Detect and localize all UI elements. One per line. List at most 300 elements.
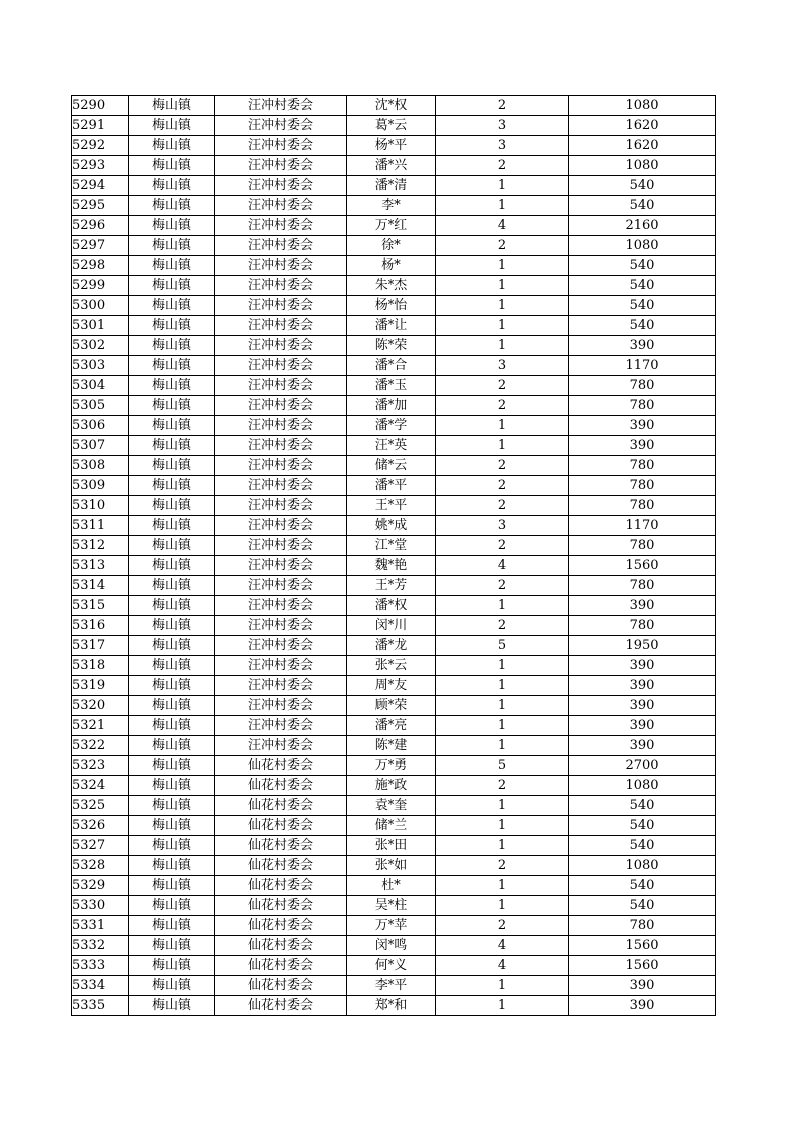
- person-name-cell: 储*兰: [347, 816, 436, 836]
- town-cell: 梅山镇: [129, 776, 215, 796]
- town-cell: 梅山镇: [129, 536, 215, 556]
- person-name-cell: 周*友: [347, 676, 436, 696]
- table-row: [72, 236, 716, 256]
- table-row: [72, 396, 716, 416]
- table-row: [72, 576, 716, 596]
- amount-cell: 540: [569, 256, 716, 276]
- amount-cell: 540: [569, 876, 716, 896]
- person-name-cell: 魏*艳: [347, 556, 436, 576]
- village-committee-cell: 仙花村委会: [215, 976, 347, 996]
- village-committee-cell: 仙花村委会: [215, 836, 347, 856]
- village-committee-cell: 汪冲村委会: [215, 316, 347, 336]
- table-row: [72, 776, 716, 796]
- table-row: [72, 476, 716, 496]
- person-name-cell: 葛*云: [347, 116, 436, 136]
- amount-cell: 1170: [569, 356, 716, 376]
- amount-cell: 540: [569, 176, 716, 196]
- town-cell: 梅山镇: [129, 716, 215, 736]
- village-committee-cell: 仙花村委会: [215, 896, 347, 916]
- town-cell: 梅山镇: [129, 856, 215, 876]
- amount-cell: 780: [569, 456, 716, 476]
- person-name-cell: 吴*柱: [347, 896, 436, 916]
- village-committee-cell: 仙花村委会: [215, 856, 347, 876]
- amount-cell: 540: [569, 836, 716, 856]
- town-cell: 梅山镇: [129, 136, 215, 156]
- amount-cell: 390: [569, 416, 716, 436]
- table-row: [72, 876, 716, 896]
- table-row: [72, 616, 716, 636]
- row-number-cell: 5296: [72, 216, 129, 236]
- town-cell: 梅山镇: [129, 916, 215, 936]
- village-committee-cell: 汪冲村委会: [215, 636, 347, 656]
- village-committee-cell: 仙花村委会: [215, 996, 347, 1016]
- town-cell: 梅山镇: [129, 436, 215, 456]
- household-count-cell: 5: [436, 636, 569, 656]
- household-count-cell: 2: [436, 236, 569, 256]
- row-number-cell: 5298: [72, 256, 129, 276]
- town-cell: 梅山镇: [129, 276, 215, 296]
- table-row: [72, 816, 716, 836]
- row-number-cell: 5315: [72, 596, 129, 616]
- household-count-cell: 1: [436, 436, 569, 456]
- village-committee-cell: 汪冲村委会: [215, 476, 347, 496]
- household-count-cell: 1: [436, 876, 569, 896]
- town-cell: 梅山镇: [129, 936, 215, 956]
- table-row: [72, 276, 716, 296]
- table-row: [72, 636, 716, 656]
- row-number-cell: 5335: [72, 996, 129, 1016]
- person-name-cell: 潘*学: [347, 416, 436, 436]
- amount-cell: 540: [569, 796, 716, 816]
- table-row: [72, 416, 716, 436]
- amount-cell: 780: [569, 396, 716, 416]
- household-count-cell: 4: [436, 956, 569, 976]
- town-cell: 梅山镇: [129, 356, 215, 376]
- table-row: [72, 936, 716, 956]
- town-cell: 梅山镇: [129, 616, 215, 636]
- household-count-cell: 1: [436, 656, 569, 676]
- town-cell: 梅山镇: [129, 476, 215, 496]
- household-count-cell: 1: [436, 976, 569, 996]
- village-committee-cell: 汪冲村委会: [215, 596, 347, 616]
- town-cell: 梅山镇: [129, 996, 215, 1016]
- village-committee-cell: 汪冲村委会: [215, 196, 347, 216]
- row-number-cell: 5324: [72, 776, 129, 796]
- table-row: [72, 996, 716, 1016]
- person-name-cell: 闵*川: [347, 616, 436, 636]
- row-number-cell: 5320: [72, 696, 129, 716]
- person-name-cell: 王*芳: [347, 576, 436, 596]
- town-cell: 梅山镇: [129, 396, 215, 416]
- household-count-cell: 2: [436, 616, 569, 636]
- row-number-cell: 5319: [72, 676, 129, 696]
- town-cell: 梅山镇: [129, 896, 215, 916]
- person-name-cell: 汪*英: [347, 436, 436, 456]
- table-row: [72, 336, 716, 356]
- household-count-cell: 2: [436, 536, 569, 556]
- row-number-cell: 5309: [72, 476, 129, 496]
- town-cell: 梅山镇: [129, 636, 215, 656]
- row-number-cell: 5334: [72, 976, 129, 996]
- row-number-cell: 5306: [72, 416, 129, 436]
- table-row: [72, 256, 716, 276]
- village-committee-cell: 汪冲村委会: [215, 156, 347, 176]
- amount-cell: 2160: [569, 216, 716, 236]
- person-name-cell: 陈*荣: [347, 336, 436, 356]
- table-row: [72, 496, 716, 516]
- amount-cell: 390: [569, 716, 716, 736]
- row-number-cell: 5321: [72, 716, 129, 736]
- person-name-cell: 潘*平: [347, 476, 436, 496]
- amount-cell: 390: [569, 736, 716, 756]
- table-row: [72, 216, 716, 236]
- village-committee-cell: 汪冲村委会: [215, 236, 347, 256]
- amount-cell: 390: [569, 976, 716, 996]
- village-committee-cell: 汪冲村委会: [215, 676, 347, 696]
- person-name-cell: 储*云: [347, 456, 436, 476]
- amount-cell: 1080: [569, 96, 716, 116]
- person-name-cell: 万*红: [347, 216, 436, 236]
- person-name-cell: 顾*荣: [347, 696, 436, 716]
- household-count-cell: 1: [436, 796, 569, 816]
- town-cell: 梅山镇: [129, 156, 215, 176]
- household-count-cell: 3: [436, 356, 569, 376]
- village-committee-cell: 仙花村委会: [215, 796, 347, 816]
- village-committee-cell: 汪冲村委会: [215, 276, 347, 296]
- household-count-cell: 2: [436, 376, 569, 396]
- row-number-cell: 5313: [72, 556, 129, 576]
- town-cell: 梅山镇: [129, 376, 215, 396]
- village-committee-cell: 汪冲村委会: [215, 616, 347, 636]
- row-number-cell: 5292: [72, 136, 129, 156]
- row-number-cell: 5328: [72, 856, 129, 876]
- amount-cell: 390: [569, 656, 716, 676]
- row-number-cell: 5294: [72, 176, 129, 196]
- amount-cell: 390: [569, 596, 716, 616]
- amount-cell: 1950: [569, 636, 716, 656]
- table-row: [72, 676, 716, 696]
- household-count-cell: 1: [436, 716, 569, 736]
- village-committee-cell: 汪冲村委会: [215, 296, 347, 316]
- person-name-cell: 潘*亮: [347, 716, 436, 736]
- village-committee-cell: 汪冲村委会: [215, 556, 347, 576]
- village-committee-cell: 汪冲村委会: [215, 256, 347, 276]
- row-number-cell: 5330: [72, 896, 129, 916]
- household-count-cell: 1: [436, 836, 569, 856]
- person-name-cell: 陈*建: [347, 736, 436, 756]
- town-cell: 梅山镇: [129, 96, 215, 116]
- table-row: [72, 156, 716, 176]
- village-committee-cell: 汪冲村委会: [215, 396, 347, 416]
- village-committee-cell: 汪冲村委会: [215, 516, 347, 536]
- table-row: [72, 976, 716, 996]
- person-name-cell: 杜*: [347, 876, 436, 896]
- village-committee-cell: 汪冲村委会: [215, 736, 347, 756]
- row-number-cell: 5290: [72, 96, 129, 116]
- table-row: [72, 316, 716, 336]
- household-count-cell: 2: [436, 576, 569, 596]
- household-count-cell: 5: [436, 756, 569, 776]
- town-cell: 梅山镇: [129, 316, 215, 336]
- amount-cell: 780: [569, 496, 716, 516]
- amount-cell: 540: [569, 196, 716, 216]
- household-count-cell: 1: [436, 736, 569, 756]
- row-number-cell: 5322: [72, 736, 129, 756]
- table-row: [72, 516, 716, 536]
- table-row: [72, 136, 716, 156]
- household-count-cell: 2: [436, 776, 569, 796]
- row-number-cell: 5311: [72, 516, 129, 536]
- amount-cell: 540: [569, 316, 716, 336]
- person-name-cell: 李*平: [347, 976, 436, 996]
- village-committee-cell: 汪冲村委会: [215, 696, 347, 716]
- household-count-cell: 4: [436, 936, 569, 956]
- household-count-cell: 2: [436, 396, 569, 416]
- table-row: [72, 956, 716, 976]
- amount-cell: 1080: [569, 776, 716, 796]
- household-count-cell: 1: [436, 256, 569, 276]
- household-count-cell: 4: [436, 556, 569, 576]
- row-number-cell: 5304: [72, 376, 129, 396]
- amount-cell: 390: [569, 676, 716, 696]
- village-committee-cell: 汪冲村委会: [215, 656, 347, 676]
- table-row: [72, 916, 716, 936]
- town-cell: 梅山镇: [129, 116, 215, 136]
- household-count-cell: 2: [436, 156, 569, 176]
- town-cell: 梅山镇: [129, 876, 215, 896]
- table-row: [72, 756, 716, 776]
- village-committee-cell: 汪冲村委会: [215, 116, 347, 136]
- village-committee-cell: 仙花村委会: [215, 936, 347, 956]
- table-row: [72, 356, 716, 376]
- row-number-cell: 5316: [72, 616, 129, 636]
- amount-cell: 1170: [569, 516, 716, 536]
- household-count-cell: 1: [436, 196, 569, 216]
- household-count-cell: 1: [436, 176, 569, 196]
- amount-cell: 1080: [569, 236, 716, 256]
- town-cell: 梅山镇: [129, 956, 215, 976]
- row-number-cell: 5300: [72, 296, 129, 316]
- row-number-cell: 5302: [72, 336, 129, 356]
- person-name-cell: 江*堂: [347, 536, 436, 556]
- amount-cell: 780: [569, 576, 716, 596]
- village-committee-cell: 仙花村委会: [215, 816, 347, 836]
- household-count-cell: 2: [436, 856, 569, 876]
- row-number-cell: 5293: [72, 156, 129, 176]
- household-count-cell: 1: [436, 316, 569, 336]
- person-name-cell: 潘*玉: [347, 376, 436, 396]
- town-cell: 梅山镇: [129, 216, 215, 236]
- village-committee-cell: 汪冲村委会: [215, 716, 347, 736]
- person-name-cell: 潘*兴: [347, 156, 436, 176]
- town-cell: 梅山镇: [129, 836, 215, 856]
- town-cell: 梅山镇: [129, 736, 215, 756]
- table-row: [72, 736, 716, 756]
- row-number-cell: 5307: [72, 436, 129, 456]
- village-committee-cell: 汪冲村委会: [215, 376, 347, 396]
- row-number-cell: 5310: [72, 496, 129, 516]
- town-cell: 梅山镇: [129, 816, 215, 836]
- town-cell: 梅山镇: [129, 336, 215, 356]
- table-row: [72, 796, 716, 816]
- household-count-cell: 1: [436, 676, 569, 696]
- person-name-cell: 张*云: [347, 656, 436, 676]
- person-name-cell: 杨*: [347, 256, 436, 276]
- household-count-cell: 1: [436, 296, 569, 316]
- household-count-cell: 3: [436, 136, 569, 156]
- row-number-cell: 5326: [72, 816, 129, 836]
- amount-cell: 1620: [569, 136, 716, 156]
- household-count-cell: 3: [436, 116, 569, 136]
- village-committee-cell: 汪冲村委会: [215, 496, 347, 516]
- village-committee-cell: 汪冲村委会: [215, 416, 347, 436]
- table-row: [72, 596, 716, 616]
- village-committee-cell: 汪冲村委会: [215, 356, 347, 376]
- household-count-cell: 1: [436, 596, 569, 616]
- person-name-cell: 施*政: [347, 776, 436, 796]
- row-number-cell: 5299: [72, 276, 129, 296]
- amount-cell: 780: [569, 536, 716, 556]
- person-name-cell: 王*平: [347, 496, 436, 516]
- household-count-cell: 1: [436, 816, 569, 836]
- town-cell: 梅山镇: [129, 696, 215, 716]
- person-name-cell: 徐*: [347, 236, 436, 256]
- amount-cell: 390: [569, 996, 716, 1016]
- village-committee-cell: 汪冲村委会: [215, 96, 347, 116]
- household-count-cell: 1: [436, 336, 569, 356]
- village-committee-cell: 仙花村委会: [215, 956, 347, 976]
- table-row: [72, 716, 716, 736]
- town-cell: 梅山镇: [129, 556, 215, 576]
- person-name-cell: 朱*杰: [347, 276, 436, 296]
- row-number-cell: 5331: [72, 916, 129, 936]
- household-count-cell: 2: [436, 476, 569, 496]
- roster-table-body: [72, 96, 716, 1016]
- village-committee-cell: 汪冲村委会: [215, 136, 347, 156]
- person-name-cell: 何*义: [347, 956, 436, 976]
- row-number-cell: 5297: [72, 236, 129, 256]
- table-row: [72, 656, 716, 676]
- table-row: [72, 436, 716, 456]
- row-number-cell: 5317: [72, 636, 129, 656]
- town-cell: 梅山镇: [129, 456, 215, 476]
- person-name-cell: 沈*权: [347, 96, 436, 116]
- person-name-cell: 潘*让: [347, 316, 436, 336]
- row-number-cell: 5308: [72, 456, 129, 476]
- village-committee-cell: 汪冲村委会: [215, 176, 347, 196]
- amount-cell: 2700: [569, 756, 716, 776]
- village-committee-cell: 汪冲村委会: [215, 456, 347, 476]
- row-number-cell: 5332: [72, 936, 129, 956]
- village-committee-cell: 汪冲村委会: [215, 216, 347, 236]
- town-cell: 梅山镇: [129, 296, 215, 316]
- roster-table: [71, 95, 716, 1016]
- table-row: [72, 456, 716, 476]
- person-name-cell: 袁*奎: [347, 796, 436, 816]
- amount-cell: 1080: [569, 156, 716, 176]
- town-cell: 梅山镇: [129, 796, 215, 816]
- table-row: [72, 696, 716, 716]
- household-count-cell: 1: [436, 896, 569, 916]
- person-name-cell: 张*田: [347, 836, 436, 856]
- village-committee-cell: 仙花村委会: [215, 876, 347, 896]
- table-row: [72, 96, 716, 116]
- row-number-cell: 5291: [72, 116, 129, 136]
- amount-cell: 540: [569, 276, 716, 296]
- household-count-cell: 1: [436, 276, 569, 296]
- household-count-cell: 4: [436, 216, 569, 236]
- row-number-cell: 5303: [72, 356, 129, 376]
- amount-cell: 390: [569, 336, 716, 356]
- village-committee-cell: 汪冲村委会: [215, 336, 347, 356]
- table-row: [72, 856, 716, 876]
- amount-cell: 540: [569, 896, 716, 916]
- row-number-cell: 5318: [72, 656, 129, 676]
- table-row: [72, 116, 716, 136]
- household-count-cell: 1: [436, 696, 569, 716]
- row-number-cell: 5323: [72, 756, 129, 776]
- household-count-cell: 2: [436, 456, 569, 476]
- table-row: [72, 176, 716, 196]
- person-name-cell: 万*勇: [347, 756, 436, 776]
- row-number-cell: 5333: [72, 956, 129, 976]
- village-committee-cell: 汪冲村委会: [215, 536, 347, 556]
- person-name-cell: 郑*和: [347, 996, 436, 1016]
- town-cell: 梅山镇: [129, 756, 215, 776]
- amount-cell: 390: [569, 436, 716, 456]
- amount-cell: 1080: [569, 856, 716, 876]
- person-name-cell: 姚*成: [347, 516, 436, 536]
- amount-cell: 540: [569, 816, 716, 836]
- amount-cell: 780: [569, 476, 716, 496]
- amount-cell: 780: [569, 616, 716, 636]
- household-count-cell: 2: [436, 96, 569, 116]
- table-row: [72, 296, 716, 316]
- person-name-cell: 张*如: [347, 856, 436, 876]
- amount-cell: 1560: [569, 556, 716, 576]
- person-name-cell: 潘*龙: [347, 636, 436, 656]
- household-count-cell: 2: [436, 496, 569, 516]
- town-cell: 梅山镇: [129, 256, 215, 276]
- town-cell: 梅山镇: [129, 596, 215, 616]
- person-name-cell: 潘*权: [347, 596, 436, 616]
- town-cell: 梅山镇: [129, 416, 215, 436]
- amount-cell: 1620: [569, 116, 716, 136]
- table-row: [72, 556, 716, 576]
- amount-cell: 390: [569, 696, 716, 716]
- town-cell: 梅山镇: [129, 516, 215, 536]
- row-number-cell: 5325: [72, 796, 129, 816]
- person-name-cell: 杨*平: [347, 136, 436, 156]
- town-cell: 梅山镇: [129, 576, 215, 596]
- town-cell: 梅山镇: [129, 236, 215, 256]
- household-count-cell: 2: [436, 916, 569, 936]
- table-row: [72, 536, 716, 556]
- town-cell: 梅山镇: [129, 976, 215, 996]
- row-number-cell: 5314: [72, 576, 129, 596]
- village-committee-cell: 仙花村委会: [215, 756, 347, 776]
- person-name-cell: 闵*鸣: [347, 936, 436, 956]
- row-number-cell: 5305: [72, 396, 129, 416]
- village-committee-cell: 仙花村委会: [215, 776, 347, 796]
- person-name-cell: 万*苹: [347, 916, 436, 936]
- household-count-cell: 1: [436, 416, 569, 436]
- person-name-cell: 潘*合: [347, 356, 436, 376]
- amount-cell: 780: [569, 376, 716, 396]
- amount-cell: 1560: [569, 956, 716, 976]
- row-number-cell: 5312: [72, 536, 129, 556]
- row-number-cell: 5295: [72, 196, 129, 216]
